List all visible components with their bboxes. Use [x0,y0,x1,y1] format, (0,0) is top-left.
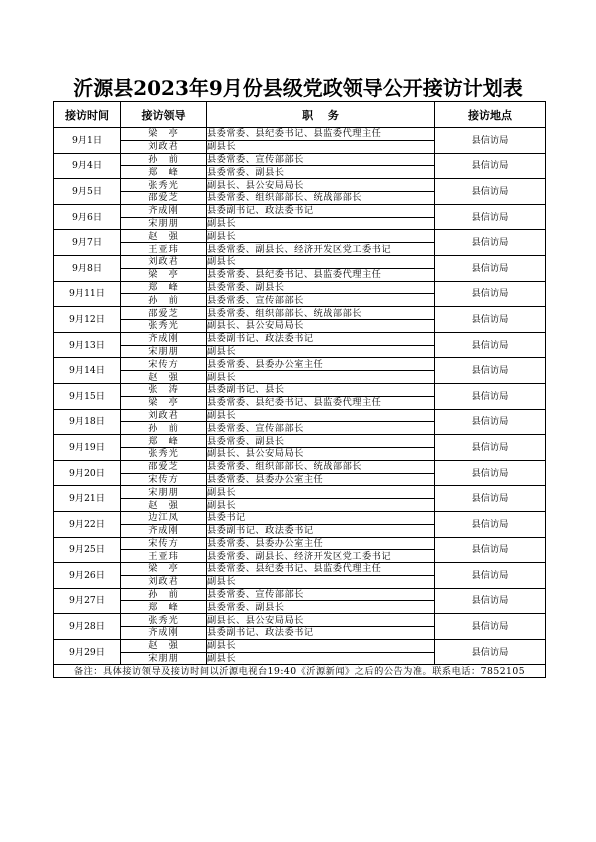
place-cell: 县信访局 [435,204,546,230]
duty-cell: 县委副书记、县长 [207,383,435,396]
duty-cell: 副县长、县公安局局长 [207,319,435,332]
table-row [54,358,546,371]
duty-cell: 县委副书记、政法委书记 [207,627,435,640]
duty-cell: 县委副书记、政法委书记 [207,524,435,537]
place-cell: 县信访局 [435,614,546,640]
date-cell: 9月20日 [54,460,121,486]
leader-cell: 张秀光 [121,614,207,627]
leader-cell: 刘政君 [121,255,207,268]
leader-cell: 宋传方 [121,537,207,550]
leader-cell: 王亚玮 [121,243,207,256]
date-cell: 9月15日 [54,383,121,409]
leader-cell: 刘政君 [121,140,207,153]
duty-cell: 副县长、县公安局局长 [207,179,435,192]
date-cell: 9月14日 [54,358,121,384]
leader-cell: 宋传方 [121,358,207,371]
duty-cell: 县委副书记、政法委书记 [207,204,435,217]
duty-cell: 县委常委、县委办公室主任 [207,473,435,486]
duty-cell: 副县长 [207,409,435,422]
duty-cell: 县委常委、副县长 [207,601,435,614]
date-cell: 9月29日 [54,639,121,665]
leader-cell: 郑 峰 [121,281,207,294]
place-cell: 县信访局 [435,460,546,486]
leader-cell: 梁 亭 [121,563,207,576]
duty-cell: 县委常委、副县长 [207,435,435,448]
table-row [54,179,546,192]
duty-cell: 县委常委、县纪委书记、县监委代理主任 [207,396,435,409]
leader-cell: 张 涛 [121,383,207,396]
duty-cell: 副县长 [207,575,435,588]
date-cell: 9月22日 [54,511,121,537]
place-cell: 县信访局 [435,153,546,179]
leader-cell: 宋朋朋 [121,345,207,358]
leader-cell: 赵 强 [121,639,207,652]
note-text: 备注：具体接访领导及接访时间以沂源电视台19:40《沂源新闻》之后的公告为准。联系电话：7852105 [54,665,546,678]
date-cell: 9月7日 [54,230,121,256]
leader-cell: 邵爱芝 [121,191,207,204]
duty-cell: 县委书记 [207,511,435,524]
table-row [54,230,546,243]
table-row [54,563,546,576]
date-cell: 9月19日 [54,435,121,461]
table-row [54,204,546,217]
table-row [54,614,546,627]
leader-cell: 赵 强 [121,499,207,512]
duty-cell: 副县长 [207,140,435,153]
table-row [54,332,546,345]
place-cell: 县信访局 [435,537,546,563]
leader-cell: 赵 强 [121,371,207,384]
table-header-row [54,102,546,128]
duty-cell: 县委常委、副县长、经济开发区党工委书记 [207,550,435,563]
leader-cell: 宋朋朋 [121,486,207,499]
date-cell: 9月26日 [54,563,121,589]
header-date: 接访时间 [54,102,121,128]
leader-cell: 宋朋朋 [121,217,207,230]
date-cell: 9月8日 [54,255,121,281]
table-row [54,639,546,652]
leader-cell: 孙 前 [121,153,207,166]
place-cell: 县信访局 [435,563,546,589]
place-cell: 县信访局 [435,409,546,435]
duty-cell: 县委常委、县纪委书记、县监委代理主任 [207,268,435,281]
leader-cell: 孙 前 [121,422,207,435]
date-cell: 9月13日 [54,332,121,358]
date-cell: 9月6日 [54,204,121,230]
place-cell: 县信访局 [435,486,546,512]
duty-cell: 副县长 [207,499,435,512]
duty-cell: 县委常委、宣传部部长 [207,588,435,601]
duty-cell: 副县长 [207,345,435,358]
duty-cell: 县委常委、组织部部长、统战部部长 [207,307,435,320]
place-cell: 县信访局 [435,332,546,358]
page-title: 沂源县2023年9月份县级党政领导公开接访计划表 [73,76,523,100]
table-row [54,255,546,268]
leader-cell: 郑 峰 [121,601,207,614]
table-row [54,588,546,601]
duty-cell: 副县长 [207,639,435,652]
place-cell: 县信访局 [435,179,546,205]
place-cell: 县信访局 [435,588,546,614]
header-duty: 职 务 [207,102,435,128]
table-row [54,128,546,141]
table-row [54,486,546,499]
table-row [54,435,546,448]
place-cell: 县信访局 [435,511,546,537]
leader-cell: 宋传方 [121,473,207,486]
date-cell: 9月21日 [54,486,121,512]
leader-cell: 刘政君 [121,575,207,588]
duty-cell: 副县长 [207,486,435,499]
leader-cell: 孙 前 [121,294,207,307]
place-cell: 县信访局 [435,281,546,307]
leader-cell: 齐成刚 [121,332,207,345]
date-cell: 9月18日 [54,409,121,435]
duty-cell: 县委常委、宣传部部长 [207,294,435,307]
header-place: 接访地点 [435,102,546,128]
leader-cell: 梁 亭 [121,396,207,409]
schedule-table [53,101,546,678]
leader-cell: 边江凤 [121,511,207,524]
note-row [54,665,546,678]
table-row [54,537,546,550]
duty-cell: 县委常委、组织部部长、统战部部长 [207,460,435,473]
table-row [54,460,546,473]
leader-cell: 梁 亭 [121,268,207,281]
duty-cell: 县委副书记、政法委书记 [207,332,435,345]
place-cell: 县信访局 [435,435,546,461]
leader-cell: 齐成刚 [121,524,207,537]
header-leader: 接访领导 [121,102,207,128]
date-cell: 9月12日 [54,307,121,333]
duty-cell: 县委常委、副县长 [207,166,435,179]
leader-cell: 张秀光 [121,447,207,460]
duty-cell: 副县长 [207,230,435,243]
duty-cell: 县委常委、县委办公室主任 [207,358,435,371]
leader-cell: 齐成刚 [121,204,207,217]
duty-cell: 县委常委、县纪委书记、县监委代理主任 [207,563,435,576]
leader-cell: 邵爱芝 [121,307,207,320]
leader-cell: 郑 峰 [121,435,207,448]
place-cell: 县信访局 [435,383,546,409]
duty-cell: 副县长 [207,217,435,230]
table-row [54,511,546,524]
duty-cell: 副县长、县公安局局长 [207,447,435,460]
duty-cell: 县委常委、宣传部部长 [207,153,435,166]
leader-cell: 郑 峰 [121,166,207,179]
date-cell: 9月1日 [54,128,121,154]
duty-cell: 县委常委、县委办公室主任 [207,537,435,550]
place-cell: 县信访局 [435,639,546,665]
duty-cell: 副县长、县公安局局长 [207,614,435,627]
date-cell: 9月28日 [54,614,121,640]
leader-cell: 邵爱芝 [121,460,207,473]
duty-cell: 副县长 [207,652,435,665]
date-cell: 9月25日 [54,537,121,563]
duty-cell: 副县长 [207,371,435,384]
duty-cell: 县委常委、宣传部部长 [207,422,435,435]
table-row [54,281,546,294]
date-cell: 9月11日 [54,281,121,307]
leader-cell: 孙 前 [121,588,207,601]
table-row [54,153,546,166]
duty-cell: 县委常委、副县长、经济开发区党工委书记 [207,243,435,256]
leader-cell: 赵 强 [121,230,207,243]
place-cell: 县信访局 [435,230,546,256]
leader-cell: 梁 亭 [121,128,207,141]
duty-cell: 县委常委、组织部部长、统战部部长 [207,191,435,204]
place-cell: 县信访局 [435,128,546,154]
schedule-body [54,128,546,665]
table-row [54,307,546,320]
leader-cell: 王亚玮 [121,550,207,563]
leader-cell: 齐成刚 [121,627,207,640]
date-cell: 9月4日 [54,153,121,179]
date-cell: 9月27日 [54,588,121,614]
table-row [54,383,546,396]
place-cell: 县信访局 [435,307,546,333]
table-row [54,409,546,422]
place-cell: 县信访局 [435,255,546,281]
leader-cell: 宋朋朋 [121,652,207,665]
place-cell: 县信访局 [435,358,546,384]
date-cell: 9月5日 [54,179,121,205]
duty-cell: 副县长 [207,255,435,268]
leader-cell: 张秀光 [121,179,207,192]
leader-cell: 刘政君 [121,409,207,422]
leader-cell: 张秀光 [121,319,207,332]
duty-cell: 县委常委、县纪委书记、县监委代理主任 [207,128,435,141]
duty-cell: 县委常委、副县长 [207,281,435,294]
